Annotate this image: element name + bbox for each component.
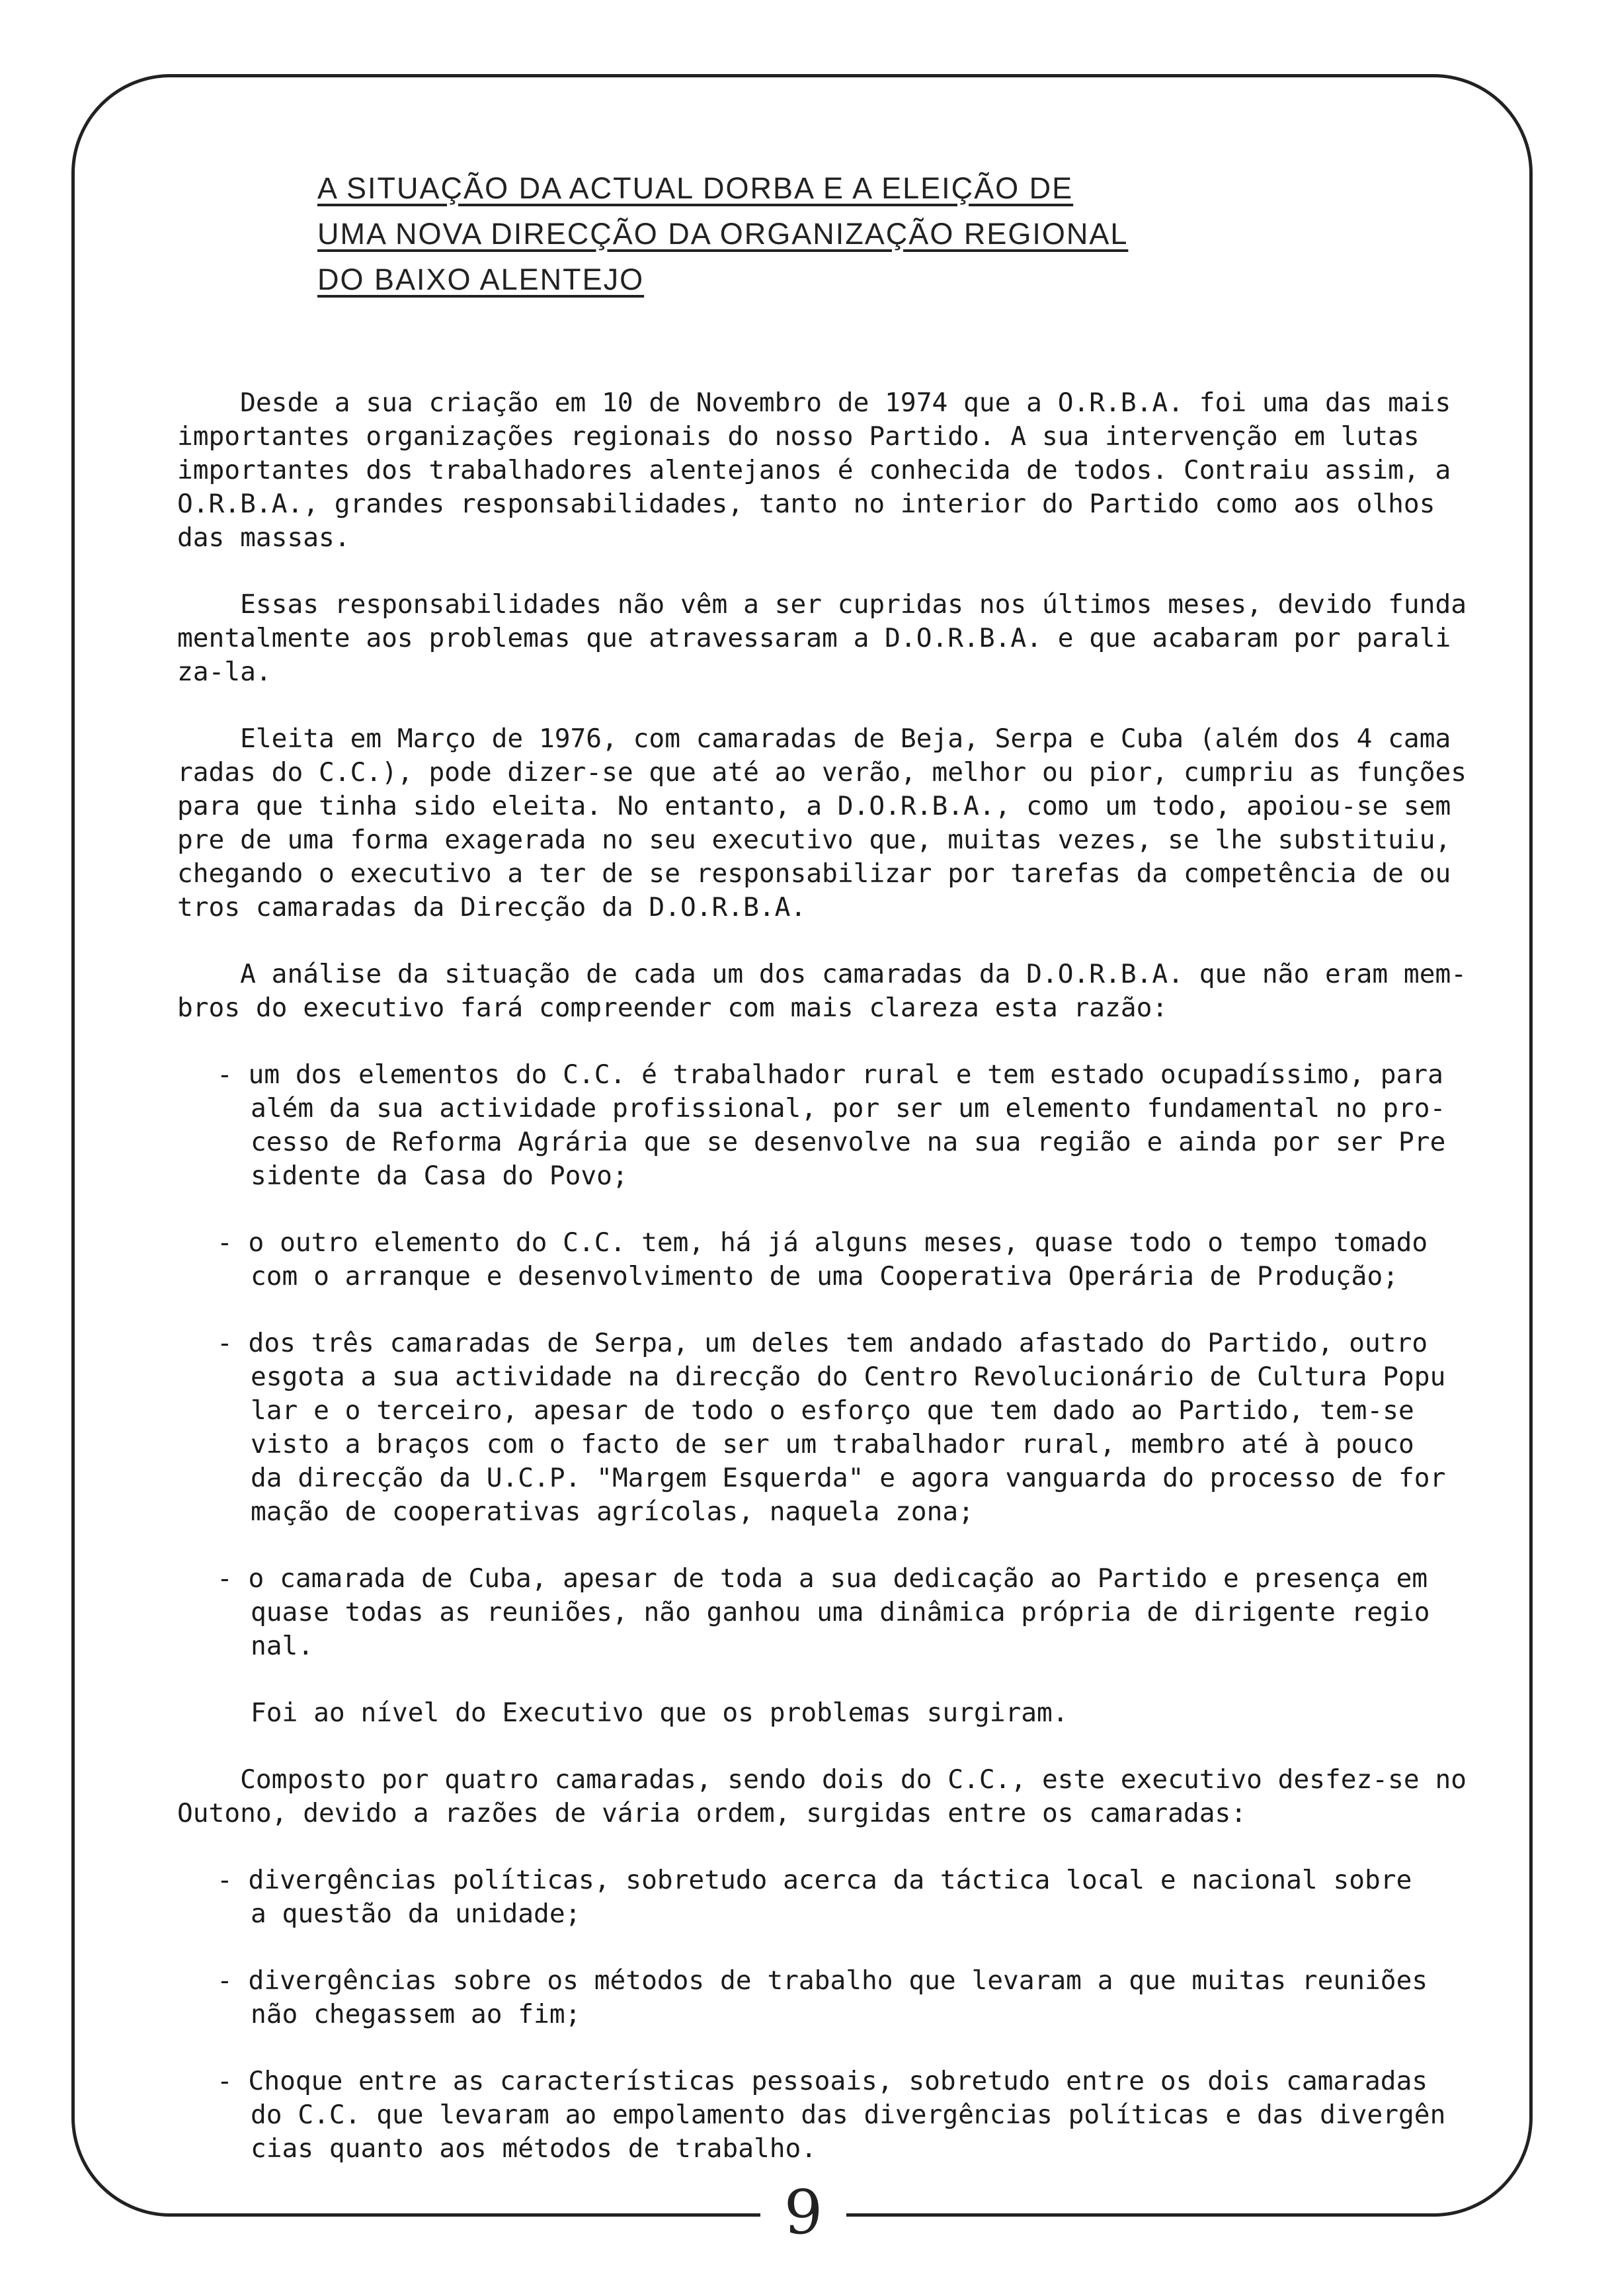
text-line: Foi ao nível do Executivo que os problemas surgiram.	[251, 1698, 1068, 1728]
text-line: importantes organizações regionais do nosso Partido. A sua intervenção em lutas	[177, 421, 1420, 452]
text-line: lar e o terceiro, apesar de todo o esforço que tem dado ao Partido, tem-se	[251, 1395, 1414, 1426]
text-line: nal.	[251, 1631, 314, 1661]
list-item	[217, 1964, 1493, 2031]
paragraph	[177, 1763, 1493, 1830]
text-line: visto a braços com o facto de ser um trabalhador rural, membro até à pouco	[251, 1429, 1414, 1459]
text-line: - divergências sobre os métodos de trabalho que levaram a que muitas reuniões	[217, 1965, 1428, 1996]
paragraph	[177, 386, 1493, 555]
text-line: da direcção da U.C.P. "Margem Esquerda" e agora vanguarda do processo de for	[251, 1463, 1446, 1493]
text-line: cias quanto aos métodos de trabalho.	[251, 2133, 817, 2164]
list-item	[217, 1864, 1493, 1931]
text-line: do C.C. que levaram ao empolamento das divergências políticas e das divergên	[251, 2100, 1446, 2130]
text-line: za-la.	[177, 657, 272, 687]
list-item	[217, 1058, 1493, 1193]
paragraph	[177, 588, 1493, 689]
text-line: pre de uma forma exagerada no seu executivo que, muitas vezes, se lhe substituiu,	[177, 825, 1451, 855]
text-line: - um dos elementos do C.C. é trabalhador rural e tem estado ocupadíssimo, para	[217, 1059, 1443, 1090]
title-line: A SITUAÇÃO DA ACTUAL DORBA E A ELEIÇÃO DE	[317, 171, 1074, 205]
text-line: para que tinha sido eleita. No entanto, a D.O.R.B.A., como um todo, apoiou-se sem	[177, 791, 1451, 821]
list-item	[217, 1327, 1493, 1529]
text-line: Desde a sua criação em 10 de Novembro de 1974 que a O.R.B.A. foi uma das mais	[177, 388, 1451, 418]
text-line: radas do C.C.), pode dizer-se que até ao verão, melhor ou pior, cumpriu as funções	[177, 757, 1467, 788]
text-line: - o camarada de Cuba, apesar de toda a sua dedicação ao Partido e presença em	[217, 1563, 1428, 1594]
text-line: quase todas as reuniões, não ganhou uma dinâmica própria de dirigente regio	[251, 1597, 1430, 1627]
text-line: tros camaradas da Direcção da D.O.R.B.A.	[177, 892, 807, 922]
title-line: DO BAIXO ALENTEJO	[317, 263, 645, 296]
text-line: Composto por quatro camaradas, sendo dois do C.C., este executivo desfez-se no	[177, 1764, 1467, 1795]
text-line: Eleita em Março de 1976, com camaradas de Beja, Serpa e Cuba (além dos 4 cama	[177, 723, 1451, 754]
text-line: cesso de Reforma Agrária que se desenvolve na sua região e ainda por ser Pre	[251, 1127, 1446, 1157]
list-item	[217, 1562, 1493, 1663]
text-line: Essas responsabilidades não vêm a ser cupridas nos últimos meses, devido funda	[177, 589, 1467, 620]
text-line: importantes dos trabalhadores alentejanos é conhecida de todos. Contraiu assim, a	[177, 455, 1451, 485]
text-line: sidente da Casa do Povo;	[251, 1161, 628, 1191]
list-item	[217, 2065, 1493, 2166]
text-line: O.R.B.A., grandes responsabilidades, tanto no interior do Partido como aos olhos	[177, 489, 1435, 519]
text-line: das massas.	[177, 522, 350, 553]
document-body	[177, 386, 1493, 2199]
paragraph	[177, 958, 1493, 1025]
closing-line	[217, 1696, 1493, 1730]
text-line: - divergências políticas, sobretudo acerca da táctica local e nacional sobre	[217, 1865, 1412, 1895]
document-title	[317, 165, 1190, 302]
text-line: mentalmente aos problemas que atravessaram a D.O.R.B.A. e que acabaram por parali	[177, 623, 1451, 653]
text-line: - dos três camaradas de Serpa, um deles tem andado afastado do Partido, outro	[217, 1328, 1428, 1358]
paragraph	[177, 722, 1493, 924]
bullet-list	[177, 1058, 1493, 1730]
text-line: Outono, devido a razões de vária ordem, surgidas entre os camaradas:	[177, 1798, 1247, 1828]
text-line: além da sua actividade profissional, por ser um elemento fundamental no pro-	[251, 1093, 1446, 1124]
text-line: mação de cooperativas agrícolas, naquela zona;	[251, 1496, 974, 1527]
text-line: esgota a sua actividade na direcção do Centro Revolucionário de Cultura Popu	[251, 1362, 1446, 1392]
text-line: - Choque entre as características pessoais, sobretudo entre os dois camaradas	[217, 2066, 1428, 2096]
list-item	[217, 1226, 1493, 1293]
text-line: chegando o executivo a ter de se responsabilizar por tarefas da competência de ou	[177, 858, 1451, 889]
text-line: não chegassem ao fim;	[251, 1999, 581, 2030]
text-line: a questão da unidade;	[251, 1899, 581, 1929]
page-number: 9	[784, 2177, 823, 2248]
title-line: UMA NOVA DIRECÇÃO DA ORGANIZAÇÃO REGIONAL	[317, 217, 1129, 251]
text-line: - o outro elemento do C.C. tem, há já alguns meses, quase todo o tempo tomado	[217, 1227, 1428, 1258]
text-line: bros do executivo fará compreender com mais clareza esta razão:	[177, 993, 1168, 1023]
text-line: A análise da situação de cada um dos camaradas da D.O.R.B.A. que não eram mem-	[177, 959, 1467, 989]
bullet-list	[177, 1864, 1493, 2166]
text-line: com o arranque e desenvolvimento de uma Cooperativa Operária de Produção;	[251, 1261, 1399, 1292]
